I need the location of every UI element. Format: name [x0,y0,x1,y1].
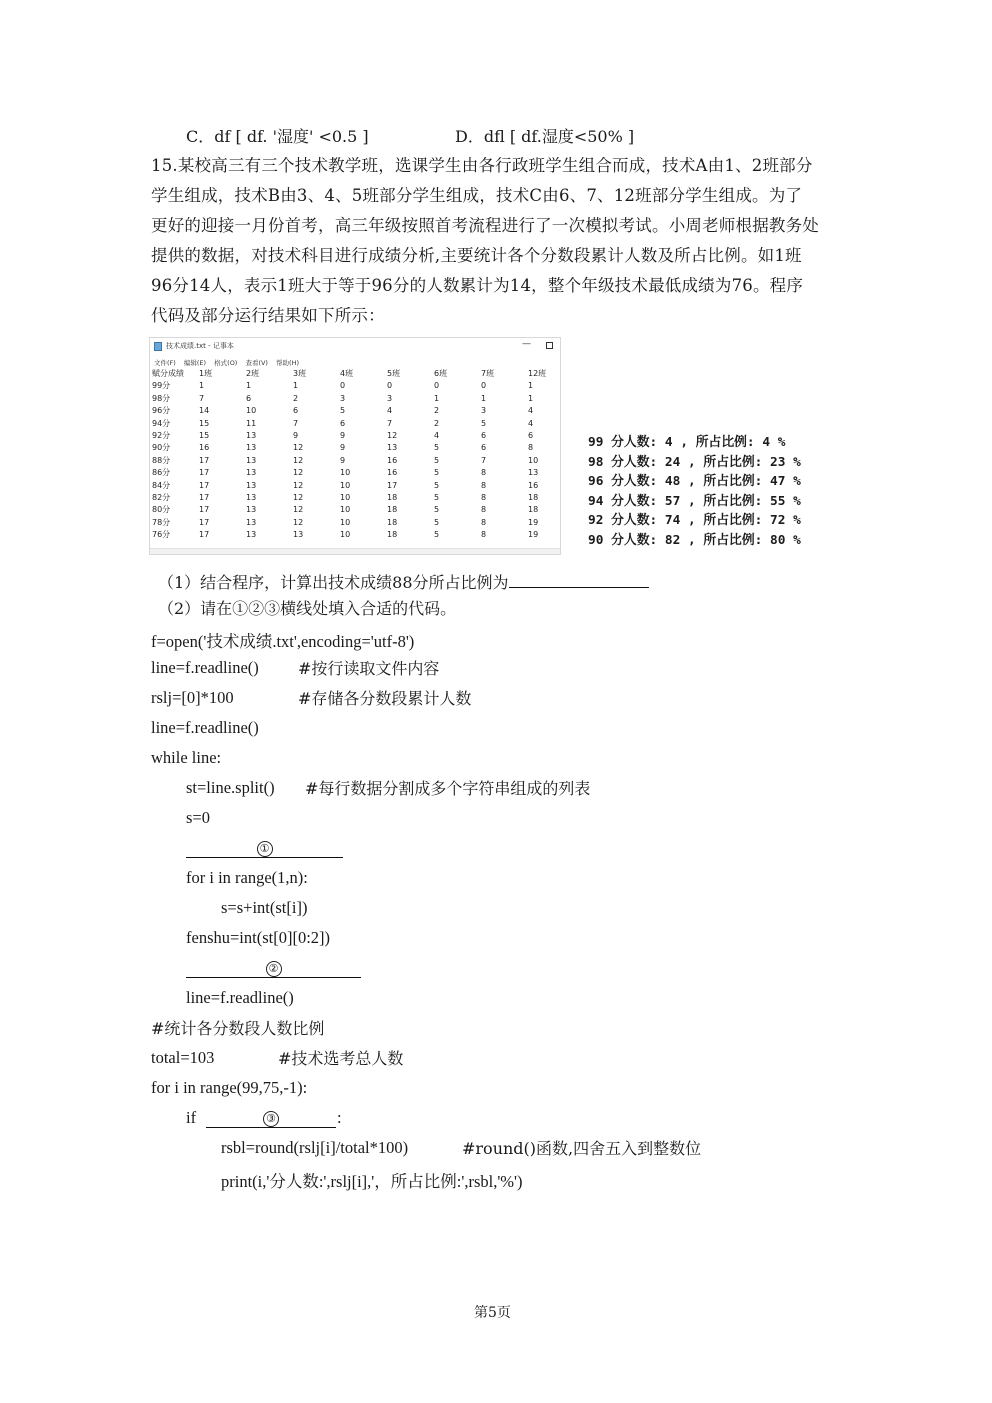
question-line: 96分14人，表示1班大于等于96分的人数累计为14，整个年级技术最低成绩为76。程序 [151,276,804,295]
table-cell: 10 [340,493,351,503]
table-cell: 赋分成绩 [152,369,184,378]
table-cell: 13 [246,431,257,441]
blank-2-marker: ② [266,961,282,977]
table-cell: 4 [434,431,440,441]
blank-3-marker: ③ [263,1111,279,1127]
table-cell: 10 [340,530,351,540]
table-cell: 13 [246,493,257,503]
table-cell: 2 [434,418,440,428]
table-cell: 12 [293,517,304,527]
table-cell: 10 [246,406,257,416]
page-number: 第5页 [474,1305,511,1321]
table-cell: 0 [387,381,393,391]
output-line: 96 分人数: 48 , 所占比例: 47 % [588,474,801,490]
table-cell: 1班 [199,369,213,378]
table-cell: 7班 [481,369,495,378]
question-line: 学生组成，技术B由3、4、5班部分学生组成，技术C由6、7、12班部分学生组成。为了 [151,186,803,205]
table-cell: 18 [387,505,398,515]
table-cell: 82分 [152,493,171,503]
code-line: rslj=[0]*100 [151,688,234,707]
table-cell: 13 [246,468,257,478]
table-cell: 94分 [152,418,171,428]
table-cell: 8 [481,493,487,503]
output-line: 94 分人数: 57 , 所占比例: 55 % [588,493,801,509]
code-comment: #存储各分数段累计人数 [298,689,472,708]
table-cell: 11 [246,418,257,428]
table-cell: 17 [199,493,210,503]
table-cell: 76分 [152,530,171,540]
code-line: s=s+int(st[i]) [221,898,308,917]
table-cell: 5 [434,443,440,453]
table-row [152,529,558,541]
code-comment: #每行数据分割成多个字符串组成的列表 [305,779,591,798]
table-cell: 15 [199,418,210,428]
table-cell: 1 [293,381,299,391]
table-cell: 10 [340,505,351,515]
notepad-window [149,337,561,555]
option-d: D．dfl [ df.湿度<50% ] [455,127,635,146]
table-cell: 4 [387,406,393,416]
table-cell: 2 [434,406,440,416]
table-cell: 6 [528,431,534,441]
table-row [152,517,558,529]
blank-2[interactable] [186,956,361,978]
table-cell: 10 [340,480,351,490]
table-cell: 7 [199,393,205,403]
table-cell: 12班 [528,369,547,378]
table-cell: 18 [387,517,398,527]
option-c: C．df [ df. '湿度' <0.5 ] [186,127,369,146]
sub-question-2: （2）请在①②③横线处填入合适的代码。 [158,599,457,618]
table-cell: 2 [293,393,299,403]
table-cell: 17 [199,517,210,527]
table-cell: 18 [387,493,398,503]
table-cell: 17 [199,530,210,540]
code-line: total=103 [151,1048,215,1067]
code-line: s=0 [186,808,210,827]
code-line: print(i,'分人数:',rslj[i],'，所占比例:',rsbl,'%') [221,1172,523,1191]
table-cell: 12 [293,443,304,453]
table-cell: 10 [528,455,539,465]
code-line: for i in range(99,75,-1): [151,1078,308,1097]
table-row [152,393,558,405]
table-cell: 13 [246,443,257,453]
table-cell: 6 [481,431,487,441]
table-cell: 3班 [293,369,307,378]
table-cell: 3 [340,393,346,403]
table-cell: 1 [481,393,487,403]
blank-1-marker: ① [257,841,273,857]
table-cell: 7 [387,418,393,428]
table-cell: 13 [528,468,539,478]
maximize-icon[interactable] [546,342,553,349]
table-cell: 4班 [340,369,354,378]
code-line: line=f.readline() [151,718,259,737]
output-line: 99 分人数: 4 , 所占比例: 4 % [588,435,786,450]
code-line: while line: [151,748,222,767]
output-line: 92 分人数: 74 , 所占比例: 72 % [588,513,801,529]
answer-blank[interactable] [509,568,649,588]
table-cell: 9 [340,431,346,441]
code-line: line=f.readline() [186,988,294,1007]
table-cell: 17 [199,455,210,465]
table-cell: 13 [246,480,257,490]
table-row [152,455,558,467]
table-cell: 9 [340,455,346,465]
table-cell: 10 [340,517,351,527]
table-header-row [152,368,558,380]
table-cell: 8 [481,530,487,540]
table-cell: 8 [528,443,534,453]
table-row [152,492,558,504]
table-cell: 16 [528,480,539,490]
table-cell: 12 [293,455,304,465]
table-cell: 6 [481,443,487,453]
table-cell: 90分 [152,443,171,453]
table-cell: 80分 [152,505,171,515]
table-cell: 17 [387,480,398,490]
table-cell: 9 [293,431,299,441]
table-cell: 6班 [434,369,448,378]
table-cell: 0 [481,381,487,391]
blank-1[interactable] [186,836,343,858]
table-cell: 8 [481,468,487,478]
table-row [152,418,558,430]
table-cell: 13 [293,530,304,540]
table-cell: 12 [293,505,304,515]
table-cell: 6 [246,393,252,403]
table-cell: 4 [528,418,534,428]
table-cell: 1 [199,381,205,391]
table-cell: 0 [434,381,440,391]
table-cell: 98分 [152,393,171,403]
code-line: line=f.readline() [151,658,259,677]
table-cell: 96分 [152,406,171,416]
question-line: 更好的迎接一月份首考，高三年级按照首考流程进行了一次模拟考试。小周老师根据教务处 [151,216,819,235]
menu-item-file[interactable]: 文件(F) [154,359,176,367]
table-cell: 12 [387,431,398,441]
table-cell: 99分 [152,381,171,391]
table-cell: 3 [387,393,393,403]
table-cell: 12 [293,468,304,478]
code-comment: #统计各分数段人数比例 [151,1019,325,1038]
table-cell: 3 [481,406,487,416]
code-line: if [186,1108,197,1127]
table-cell: 4 [528,406,534,416]
table-cell: 2班 [246,369,260,378]
output-line: 90 分人数: 82 , 所占比例: 80 % [588,532,801,548]
table-cell: 18 [387,530,398,540]
table-cell: 1 [434,393,440,403]
code-line: st=line.split() [186,778,275,797]
table-cell: 16 [199,443,210,453]
menu-item-format[interactable]: 格式(O) [214,359,238,367]
table-cell: 0 [340,381,346,391]
code-line: rsbl=round(rslj[i]/total*100) [221,1138,409,1157]
menu-item-edit[interactable]: 编辑(E) [183,359,207,367]
table-cell: 1 [246,381,252,391]
notepad-title: 技术成绩.txt - 记事本 [166,342,234,350]
table-cell: 5 [434,530,440,540]
sub-question-1 [158,568,649,594]
table-cell: 13 [246,455,257,465]
table-row [152,480,558,492]
table-cell: 5班 [387,369,401,378]
question-line: 提供的数据，对技术科目进行成绩分析,主要统计各个分数段累计人数及所占比例。如1班 [151,246,802,265]
table-cell: 15 [199,431,210,441]
code-line: : [337,1108,342,1127]
output-line: 98 分人数: 24 , 所占比例: 23 % [588,454,801,470]
table-cell: 16 [387,468,398,478]
table-cell: 19 [528,517,539,527]
table-cell: 13 [246,517,257,527]
table-cell: 17 [199,480,210,490]
table-cell: 17 [199,468,210,478]
table-cell: 19 [528,530,539,540]
code-line: for i in range(1,n): [186,868,308,887]
code-comment: #技术选考总人数 [278,1049,404,1068]
table-cell: 5 [434,480,440,490]
code-comment: #round()函数,四舍五入到整数位 [462,1139,702,1158]
table-cell: 92分 [152,431,171,441]
scores-table [152,368,558,542]
menu-item-help[interactable]: 帮助(H) [276,359,300,367]
table-cell: 78分 [152,517,171,527]
table-cell: 8 [481,480,487,490]
table-cell: 12 [293,480,304,490]
table-cell: 12 [293,493,304,503]
notepad-icon [154,342,162,351]
table-row [152,504,558,516]
table-cell: 1 [528,381,534,391]
table-cell: 88分 [152,455,171,465]
table-row [152,380,558,392]
table-cell: 9 [340,443,346,453]
notepad-title-bar [150,338,560,355]
menu-item-view[interactable]: 查看(V) [245,359,268,367]
table-cell: 16 [387,455,398,465]
table-cell: 5 [434,517,440,527]
minimize-icon[interactable]: — [522,339,531,349]
table-row [152,405,558,417]
table-cell: 13 [246,505,257,515]
table-cell: 18 [528,493,539,503]
table-cell: 8 [481,505,487,515]
code-line: fenshu=int(st[0][0:2]) [186,928,331,947]
table-row [152,430,558,442]
table-cell: 5 [434,468,440,478]
table-row [152,467,558,479]
table-cell: 5 [434,455,440,465]
table-cell: 8 [481,517,487,527]
table-cell: 17 [199,505,210,515]
question-line: 代码及部分运行结果如下所示： [151,306,385,325]
notepad-menu [154,358,305,367]
table-cell: 1 [528,393,534,403]
table-cell: 5 [481,418,487,428]
blank-3[interactable] [206,1106,336,1128]
table-cell: 86分 [152,468,171,478]
table-cell: 10 [340,468,351,478]
code-comment: #按行读取文件内容 [298,659,440,678]
table-cell: 18 [528,505,539,515]
table-cell: 7 [481,455,487,465]
table-cell: 5 [434,493,440,503]
table-cell: 7 [293,418,299,428]
table-cell: 13 [387,443,398,453]
program-output [588,433,801,551]
table-cell: 6 [293,406,299,416]
question-line: 15.某校高三有三个技术教学班，选课学生由各行政班学生组合而成，技术A由1、2班部分 [151,156,813,175]
table-row [152,442,558,454]
table-cell: 6 [340,418,346,428]
sub-question-1-text: （1）结合程序，计算出技术成绩88分所占比例为 [158,573,509,592]
horizontal-scrollbar[interactable] [150,548,560,554]
table-cell: 13 [246,530,257,540]
table-cell: 84分 [152,480,171,490]
code-line: f=open('技术成绩.txt',encoding='utf-8') [151,632,415,651]
table-cell: 5 [434,505,440,515]
table-cell: 5 [340,406,346,416]
table-cell: 14 [199,406,210,416]
